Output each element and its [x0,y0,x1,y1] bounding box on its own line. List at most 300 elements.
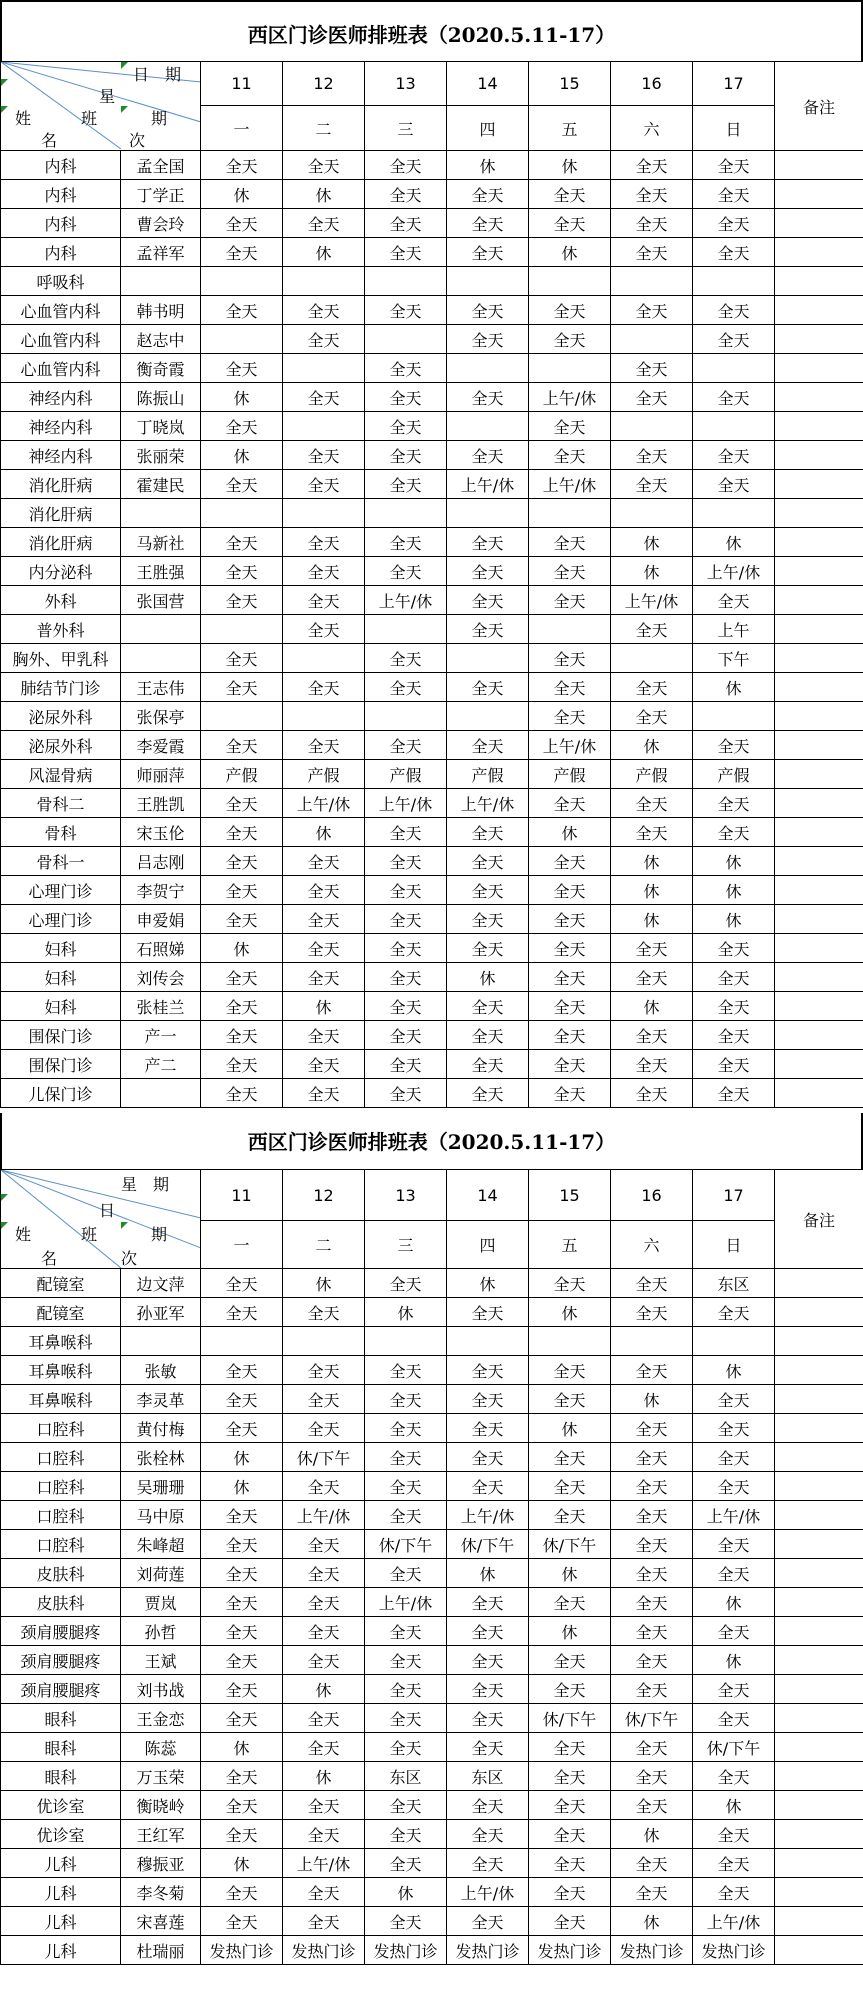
remark-cell [775,1021,863,1050]
department-cell: 骨科一 [1,847,121,876]
shift-cell: 休/下午 [529,1704,611,1733]
shift-cell: 全天 [365,1079,447,1108]
doctor-name-cell: 衡晓岭 [121,1791,201,1820]
shift-cell: 全天 [283,1704,365,1733]
department-cell: 心理门诊 [1,876,121,905]
shift-cell: 全天 [693,209,775,238]
shift-cell: 全天 [447,238,529,267]
doctor-name-cell: 李贺宁 [121,876,201,905]
shift-cell: 全天 [693,151,775,180]
shift-cell: 全天 [529,934,611,963]
shift-cell: 全天 [529,1588,611,1617]
department-cell: 眼科 [1,1704,121,1733]
shift-cell: 全天 [693,1414,775,1443]
weekday-cell: 日 [693,106,775,151]
shift-cell: 全天 [611,1414,693,1443]
shift-cell: 休 [283,1269,365,1298]
shift-cell: 全天 [693,1443,775,1472]
department-cell: 围保门诊 [1,1021,121,1050]
shift-cell: 休 [201,1472,283,1501]
remark-cell [775,1443,863,1472]
shift-cell: 全天 [693,818,775,847]
shift-cell: 全天 [283,1617,365,1646]
table-row [1,1414,863,1443]
doctor-name-cell: 产一 [121,1021,201,1050]
shift-cell: 全天 [201,1791,283,1820]
shift-cell: 发热门诊 [611,1936,693,1965]
shift-cell: 全天 [693,789,775,818]
department-cell: 配镜室 [1,1269,121,1298]
doctor-name-cell: 宋喜莲 [121,1907,201,1936]
shift-cell: 全天 [529,1050,611,1079]
table-row [1,644,863,673]
shift-cell: 全天 [447,1646,529,1675]
doctor-name-cell: 王红军 [121,1820,201,1849]
remark-cell [775,731,863,760]
shift-cell [283,412,365,441]
shift-cell: 产假 [365,760,447,789]
shift-cell: 全天 [365,1356,447,1385]
shift-cell: 全天 [283,528,365,557]
doctor-name-cell: 张丽荣 [121,441,201,470]
table-row [1,499,863,528]
shift-cell: 休 [201,1733,283,1762]
shift-cell: 全天 [283,876,365,905]
remark-cell [775,412,863,441]
shift-cell: 休 [201,441,283,470]
table-row [1,1617,863,1646]
department-cell: 骨科 [1,818,121,847]
remark-cell [775,1820,863,1849]
shift-cell: 产假 [693,760,775,789]
shift-cell: 全天 [365,209,447,238]
table-row [1,760,863,789]
remark-cell [775,876,863,905]
shift-cell: 全天 [611,1472,693,1501]
corner-name-label-2: 名 [41,1249,58,1268]
shift-cell: 全天 [365,383,447,412]
shift-cell: 全天 [365,1704,447,1733]
shift-cell: 全天 [529,412,611,441]
date-cell: 12 [283,62,365,106]
shift-cell [611,1327,693,1356]
shift-cell: 全天 [693,1298,775,1327]
department-cell: 妇科 [1,992,121,1021]
corner-weekday-label: 星 [99,87,116,106]
shift-cell: 休 [529,1559,611,1588]
corner-weekday-label-2: 期 [151,109,168,128]
shift-cell: 全天 [201,1356,283,1385]
shift-cell: 上午/休 [447,789,529,818]
department-cell: 妇科 [1,934,121,963]
shift-cell [365,1327,447,1356]
shift-cell [529,615,611,644]
shift-cell [447,702,529,731]
shift-cell: 休 [447,1269,529,1298]
table-row [1,1878,863,1907]
shift-cell: 全天 [529,847,611,876]
department-cell: 优诊室 [1,1791,121,1820]
table-row [1,731,863,760]
remark-cell [775,1414,863,1443]
sheet-title: 西区门诊医师排班表（2020.5.11-17） [0,0,863,61]
shift-cell: 全天 [529,905,611,934]
doctor-name-cell: 赵志中 [121,325,201,354]
shift-cell: 休 [529,1617,611,1646]
remark-cell [775,1936,863,1965]
shift-cell: 全天 [201,296,283,325]
doctor-name-cell: 石照娣 [121,934,201,963]
shift-cell: 休/下午 [447,1530,529,1559]
shift-cell: 全天 [529,1762,611,1791]
doctor-name-cell: 王志伟 [121,673,201,702]
shift-cell [447,412,529,441]
department-cell: 神经内科 [1,412,121,441]
corner-shift-label: 班 [81,1225,98,1244]
shift-cell: 全天 [201,557,283,586]
shift-cell: 全天 [611,702,693,731]
shift-cell: 休 [201,383,283,412]
department-cell: 皮肤科 [1,1588,121,1617]
shift-cell: 全天 [365,818,447,847]
shift-cell: 全天 [611,209,693,238]
remark-cell [775,1530,863,1559]
shift-cell: 全天 [693,1762,775,1791]
remark-cell [775,963,863,992]
department-cell: 心血管内科 [1,296,121,325]
shift-cell: 全天 [611,1588,693,1617]
doctor-name-cell: 孙哲 [121,1617,201,1646]
shift-cell: 东区 [447,1762,529,1791]
table-row [1,934,863,963]
doctor-name-cell: 刘书战 [121,1675,201,1704]
shift-cell: 全天 [201,238,283,267]
shift-cell: 全天 [611,354,693,383]
shift-cell: 全天 [201,876,283,905]
shift-cell: 上午/休 [447,470,529,499]
shift-cell: 全天 [693,1704,775,1733]
shift-cell: 休 [201,934,283,963]
shift-cell: 全天 [365,644,447,673]
doctor-name-cell: 张桂兰 [121,992,201,1021]
shift-cell: 全天 [283,847,365,876]
date-cell: 15 [529,62,611,106]
shift-cell: 休 [447,963,529,992]
shift-cell: 全天 [693,441,775,470]
department-cell: 口腔科 [1,1414,121,1443]
shift-cell: 全天 [283,1733,365,1762]
shift-cell: 全天 [447,1414,529,1443]
shift-cell: 休 [365,1298,447,1327]
shift-cell: 全天 [611,383,693,412]
shift-cell: 上午/休 [693,1907,775,1936]
table-row [1,789,863,818]
shift-cell: 全天 [447,180,529,209]
date-cell: 14 [447,62,529,106]
shift-cell: 全天 [447,1820,529,1849]
table-row [1,1501,863,1530]
shift-cell [611,499,693,528]
shift-cell [447,499,529,528]
shift-cell: 全天 [611,1050,693,1079]
doctor-name-cell: 孙亚军 [121,1298,201,1327]
date-cell: 17 [693,1170,775,1221]
shift-cell: 上午/休 [365,1588,447,1617]
corner-period-label: 期 [151,1225,168,1244]
shift-cell: 发热门诊 [365,1936,447,1965]
shift-cell: 全天 [365,876,447,905]
weekday-cell: 一 [201,106,283,151]
shift-cell: 发热门诊 [693,1936,775,1965]
corner-name-label-2: 名 [41,131,58,150]
date-cell: 12 [283,1170,365,1221]
shift-cell: 全天 [693,1079,775,1108]
shift-cell: 全天 [447,557,529,586]
shift-cell: 上午/休 [529,731,611,760]
weekday-cell: 一 [201,1221,283,1269]
shift-cell: 全天 [283,586,365,615]
sheet-title: 西区门诊医师排班表（2020.5.11-17） [0,1113,863,1169]
shift-cell: 全天 [447,1907,529,1936]
shift-cell: 全天 [201,963,283,992]
shift-cell: 全天 [611,1878,693,1907]
shift-cell: 发热门诊 [201,1936,283,1965]
shift-cell: 全天 [693,325,775,354]
shift-cell: 全天 [201,673,283,702]
shift-cell: 全天 [529,1820,611,1849]
shift-cell [283,267,365,296]
remark-cell [775,1472,863,1501]
shift-cell: 全天 [529,1385,611,1414]
shift-cell: 全天 [283,1559,365,1588]
department-cell: 外科 [1,586,121,615]
remark-cell [775,441,863,470]
table-row [1,180,863,209]
shift-cell: 全天 [693,296,775,325]
shift-cell: 休 [693,1588,775,1617]
shift-cell: 全天 [201,1675,283,1704]
department-cell: 心血管内科 [1,354,121,383]
shift-cell [447,1327,529,1356]
remark-cell [775,1588,863,1617]
shift-cell: 上午/休 [529,470,611,499]
table-row [1,847,863,876]
shift-cell: 全天 [611,1733,693,1762]
shift-cell: 全天 [447,1733,529,1762]
remark-cell [775,1704,863,1733]
shift-cell: 全天 [611,151,693,180]
shift-cell [447,354,529,383]
shift-cell: 全天 [611,1021,693,1050]
table-row [1,1559,863,1588]
shift-cell: 全天 [611,1559,693,1588]
shift-cell: 全天 [283,296,365,325]
shift-cell [283,354,365,383]
shift-cell: 上午 [693,615,775,644]
shift-cell: 全天 [201,1269,283,1298]
remark-cell [775,267,863,296]
doctor-name-cell: 王胜强 [121,557,201,586]
shift-cell [447,267,529,296]
doctor-name-cell [121,644,201,673]
shift-cell: 休 [283,992,365,1021]
shift-cell [447,644,529,673]
table-row [1,1849,863,1878]
shift-cell: 全天 [201,1762,283,1791]
shift-cell: 全天 [365,1021,447,1050]
remark-cell [775,238,863,267]
shift-cell: 全天 [283,905,365,934]
shift-cell: 全天 [283,1878,365,1907]
department-cell: 骨科二 [1,789,121,818]
shift-cell [529,267,611,296]
shift-cell: 全天 [529,441,611,470]
shift-cell: 全天 [611,934,693,963]
shift-cell: 全天 [283,1050,365,1079]
remark-cell [775,528,863,557]
shift-cell: 全天 [365,180,447,209]
shift-cell: 全天 [447,1617,529,1646]
corner-marker [121,62,128,69]
shift-cell: 全天 [447,1704,529,1733]
shift-cell [201,267,283,296]
shift-cell: 全天 [529,1675,611,1704]
department-cell: 眼科 [1,1733,121,1762]
weekday-cell: 日 [693,1221,775,1269]
shift-cell: 全天 [693,1675,775,1704]
date-cell: 14 [447,1170,529,1221]
remark-cell [775,1791,863,1820]
corner-shift-label: 班 [81,109,98,128]
shift-cell: 全天 [447,615,529,644]
shift-cell: 休 [201,180,283,209]
doctor-name-cell: 宋玉伦 [121,818,201,847]
remark-cell [775,818,863,847]
shift-cell: 全天 [283,934,365,963]
shift-cell: 全天 [283,209,365,238]
doctor-name-cell: 李灵革 [121,1385,201,1414]
shift-cell: 全天 [529,1443,611,1472]
schedule-body [1,1269,863,1965]
corner-name-label: 姓 [15,1225,32,1244]
shift-cell: 全天 [201,1530,283,1559]
doctor-name-cell: 穆振亚 [121,1849,201,1878]
doctor-name-cell: 李冬菊 [121,1878,201,1907]
shift-cell: 全天 [447,441,529,470]
shift-cell: 休 [447,1559,529,1588]
shift-cell [611,325,693,354]
schedule-sheet-2 [0,1113,863,1965]
department-cell: 耳鼻喉科 [1,1385,121,1414]
shift-cell: 全天 [201,1385,283,1414]
shift-cell: 全天 [365,1385,447,1414]
shift-cell: 全天 [529,1021,611,1050]
date-cell: 13 [365,1170,447,1221]
shift-cell [283,644,365,673]
table-row [1,151,863,180]
remark-cell [775,1356,863,1385]
shift-cell: 休 [201,1849,283,1878]
shift-cell: 全天 [529,702,611,731]
shift-cell [365,325,447,354]
shift-cell: 全天 [283,441,365,470]
shift-cell [693,354,775,383]
table-row [1,1704,863,1733]
department-cell: 儿科 [1,1878,121,1907]
shift-cell: 全天 [201,528,283,557]
shift-cell [693,412,775,441]
table-row [1,1356,863,1385]
remark-cell [775,209,863,238]
shift-cell: 全天 [529,1646,611,1675]
remark-cell [775,1327,863,1356]
shift-cell: 全天 [365,731,447,760]
shift-cell: 休 [283,1762,365,1791]
shift-cell: 全天 [283,1588,365,1617]
shift-cell: 全天 [447,1385,529,1414]
shift-cell: 发热门诊 [529,1936,611,1965]
shift-cell: 全天 [283,151,365,180]
doctor-name-cell: 王胜凯 [121,789,201,818]
shift-cell: 全天 [365,1849,447,1878]
shift-cell: 全天 [611,441,693,470]
corner-marker [1,106,8,113]
shift-cell [693,1327,775,1356]
table-row [1,557,863,586]
shift-cell: 全天 [611,1675,693,1704]
table-row [1,528,863,557]
shift-cell: 休 [611,905,693,934]
shift-cell: 休 [693,673,775,702]
table-row [1,209,863,238]
table-row [1,963,863,992]
shift-cell: 全天 [447,1079,529,1108]
remark-cell [775,644,863,673]
remark-cell [775,905,863,934]
shift-cell: 全天 [201,1414,283,1443]
schedule-table [0,61,863,1108]
shift-cell: 全天 [201,1021,283,1050]
shift-cell: 全天 [283,1079,365,1108]
shift-cell: 全天 [693,1530,775,1559]
shift-cell [283,499,365,528]
department-cell: 儿科 [1,1849,121,1878]
table-row [1,1021,863,1050]
doctor-name-cell: 朱峰超 [121,1530,201,1559]
shift-cell: 全天 [283,1530,365,1559]
shift-cell: 全天 [611,180,693,209]
weekday-cell: 六 [611,106,693,151]
shift-cell: 全天 [529,876,611,905]
shift-cell: 全天 [447,209,529,238]
shift-cell: 全天 [283,731,365,760]
shift-cell: 全天 [447,847,529,876]
remark-cell [775,760,863,789]
shift-cell: 全天 [693,1617,775,1646]
shift-cell: 东区 [365,1762,447,1791]
shift-cell: 上午/休 [283,1849,365,1878]
shift-cell: 全天 [693,1021,775,1050]
department-cell: 消化肝病 [1,499,121,528]
shift-cell: 全天 [283,1356,365,1385]
shift-cell: 全天 [529,1791,611,1820]
doctor-name-cell: 张国营 [121,586,201,615]
shift-cell: 全天 [447,1050,529,1079]
date-cell: 17 [693,62,775,106]
table-row [1,1050,863,1079]
shift-cell: 全天 [611,615,693,644]
remark-cell [775,1501,863,1530]
